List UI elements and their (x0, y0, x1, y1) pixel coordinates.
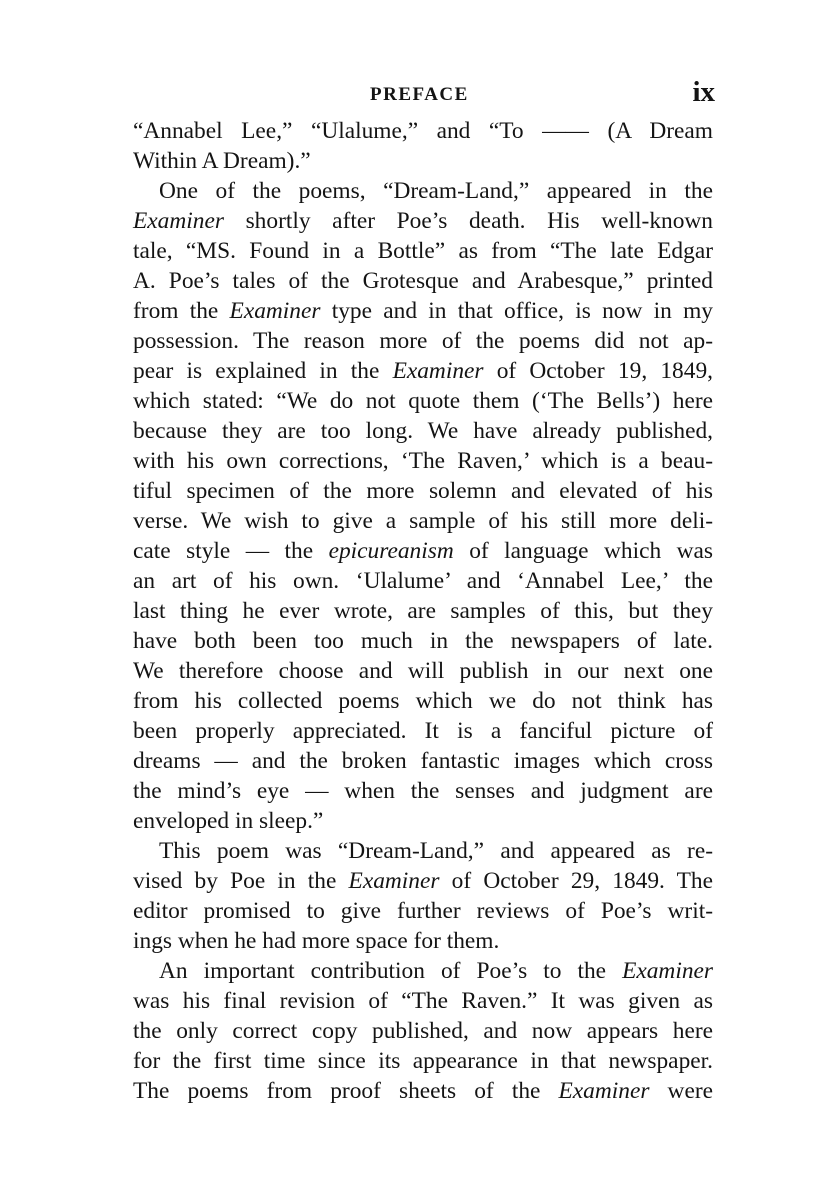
text-line: A. Poe’s tales of the Grotesque and Arabesque,” printed (133, 268, 713, 294)
text-line: have both been too much in the newspapers of late. (133, 628, 713, 654)
text-line: An important contribution of Poe’s to the Examiner (159, 958, 713, 984)
text-line: because they are too long. We have already published, (133, 418, 713, 444)
italic-word: Examiner (392, 358, 484, 384)
text-line: possession. The reason more of the poems did not ap- (133, 328, 713, 354)
text-line: pear is explained in the Examiner of October 19, 1849, (133, 358, 713, 384)
text-line: was his final revision of “The Raven.” It was given as (133, 988, 713, 1014)
text-line: We therefore choose and will publish in our next one (133, 658, 713, 684)
page-number: ix (692, 76, 715, 108)
italic-word: Examiner (348, 868, 440, 894)
italic-word: Examiner (622, 958, 713, 984)
italic-word: Examiner (133, 208, 224, 234)
text-line: enveloped in sleep.” (133, 808, 324, 834)
italic-word: epicureanism (328, 538, 454, 564)
text-line: “Annabel Lee,” “Ulalume,” and “To —— (A Dream (133, 118, 713, 144)
text-line: the mind’s eye — when the senses and judgment are (133, 778, 713, 804)
text-line: for the first time since its appearance in that newspaper. (133, 1048, 713, 1074)
text-line: the only correct copy published, and now appears here (133, 1018, 713, 1044)
italic-word: Examiner (229, 298, 321, 324)
italic-word: Examiner (558, 1078, 650, 1104)
text-line: Examiner shortly after Poe’s death. His well-known (133, 208, 713, 234)
book-page (133, 78, 713, 1106)
text-line: verse. We wish to give a sample of his still more deli- (133, 508, 713, 534)
text-line: editor promised to give further reviews of Poe’s writ- (133, 898, 713, 924)
text-line: cate style — the epicureanism of language which was (133, 538, 713, 564)
text-line: been properly appreciated. It is a fanciful picture of (133, 718, 713, 744)
text-line: from his collected poems which we do not think has (133, 688, 713, 714)
text-line: Within A Dream).” (133, 148, 311, 174)
text-line: from the Examiner type and in that office, is now in my (133, 298, 713, 324)
text-line: tale, “MS. Found in a Bottle” as from “The late Edgar (133, 238, 713, 264)
text-line: vised by Poe in the Examiner of October 29, 1849. The (133, 868, 713, 894)
running-head-title: PREFACE (370, 84, 469, 105)
text-line: This poem was “Dream-Land,” and appeared as re- (159, 838, 713, 864)
text-line: last thing he ever wrote, are samples of this, but they (133, 598, 713, 624)
body-text (133, 116, 713, 1106)
text-line: dreams — and the broken fantastic images which cross (133, 748, 713, 774)
text-line: One of the poems, “Dream-Land,” appeared in the (159, 178, 713, 204)
text-line: which stated: “We do not quote them (‘The Bells’) here (133, 388, 713, 414)
text-line: an art of his own. ‘Ulalume’ and ‘Annabel Lee,’ the (133, 568, 713, 594)
text-line: ings when he had more space for them. (133, 928, 500, 954)
text-line: tiful specimen of the more solemn and elevated of his (133, 478, 713, 504)
text-line: with his own corrections, ‘The Raven,’ which is a beau- (133, 448, 713, 474)
text-line: The poems from proof sheets of the Examiner were (133, 1078, 713, 1104)
running-head (133, 78, 713, 112)
